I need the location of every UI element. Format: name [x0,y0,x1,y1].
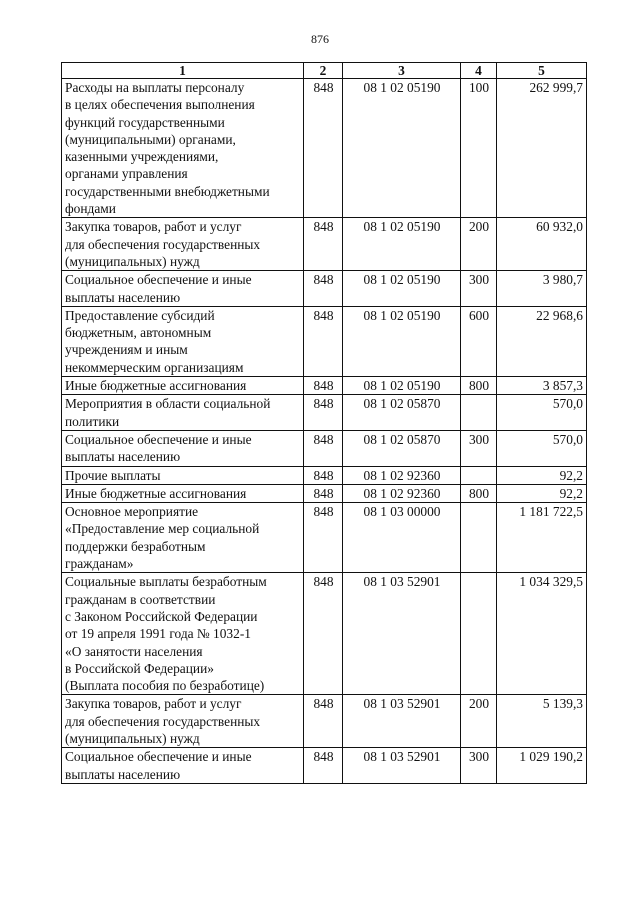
target-code-cell: 08 1 02 05190 [343,377,461,395]
ministry-code-cell: 848 [304,466,343,484]
table-row [62,218,587,271]
amount-cell: 1 181 722,5 [497,503,587,573]
expense-type-cell [461,573,497,695]
table-row [62,748,587,784]
ministry-code-cell: 848 [304,748,343,784]
row-name-cell: Прочие выплаты [62,466,304,484]
row-name-cell: Расходы на выплаты персоналу в целях обеспечения выполнения функций государственными (муниципальными) органами, казенными учреждениями, органами управления государственными внебюджетными фондами [62,79,304,218]
column-header-2: 2 [304,63,343,79]
table-row [62,484,587,502]
column-header-4: 4 [461,63,497,79]
row-name-cell: Социальные выплаты безработным гражданам в соответствии с Законом Российской Федерации от 19 апреля 1991 года № 1032-1 «О занятости населения в Российской Федерации» (Выплата пособия по безработице) [62,573,304,695]
amount-cell: 3 857,3 [497,377,587,395]
row-name-cell: Социальное обеспечение и иные выплаты населению [62,271,304,307]
ministry-code-cell: 848 [304,377,343,395]
row-name-cell: Иные бюджетные ассигнования [62,377,304,395]
amount-cell: 5 139,3 [497,695,587,748]
expense-type-cell: 300 [461,271,497,307]
amount-cell: 1 034 329,5 [497,573,587,695]
row-name-cell: Основное мероприятие «Предоставление мер социальной поддержки безработным гражданам» [62,503,304,573]
expense-type-cell [461,466,497,484]
column-header-1: 1 [62,63,304,79]
row-name-cell: Иные бюджетные ассигнования [62,484,304,502]
table-row [62,377,587,395]
target-code-cell: 08 1 03 52901 [343,695,461,748]
amount-cell: 3 980,7 [497,271,587,307]
target-code-cell: 08 1 03 00000 [343,503,461,573]
expense-type-cell [461,503,497,573]
expense-type-cell: 300 [461,748,497,784]
table-row [62,466,587,484]
ministry-code-cell: 848 [304,484,343,502]
amount-cell: 1 029 190,2 [497,748,587,784]
ministry-code-cell: 848 [304,695,343,748]
expense-type-cell: 800 [461,484,497,502]
target-code-cell: 08 1 02 05190 [343,79,461,218]
target-code-cell: 08 1 02 92360 [343,466,461,484]
row-name-cell: Социальное обеспечение и иные выплаты населению [62,430,304,466]
expense-type-cell: 300 [461,430,497,466]
ministry-code-cell: 848 [304,306,343,376]
target-code-cell: 08 1 03 52901 [343,748,461,784]
row-name-cell: Мероприятия в области социальной политики [62,395,304,431]
amount-cell: 262 999,7 [497,79,587,218]
ministry-code-cell: 848 [304,218,343,271]
table-row [62,79,587,218]
row-name-cell: Закупка товаров, работ и услуг для обеспечения государственных (муниципальных) нужд [62,695,304,748]
table-row [62,503,587,573]
amount-cell: 92,2 [497,466,587,484]
column-header-5: 5 [497,63,587,79]
row-name-cell: Закупка товаров, работ и услуг для обеспечения государственных (муниципальных) нужд [62,218,304,271]
table-row [62,271,587,307]
ministry-code-cell: 848 [304,395,343,431]
target-code-cell: 08 1 02 05190 [343,271,461,307]
expense-type-cell [461,395,497,431]
table-row [62,695,587,748]
table-row [62,430,587,466]
expense-type-cell: 600 [461,306,497,376]
amount-cell: 92,2 [497,484,587,502]
expense-type-cell: 800 [461,377,497,395]
table-row [62,573,587,695]
amount-cell: 570,0 [497,395,587,431]
page-number: 876 [311,32,329,46]
ministry-code-cell: 848 [304,271,343,307]
row-name-cell: Социальное обеспечение и иные выплаты населению [62,748,304,784]
ministry-code-cell: 848 [304,503,343,573]
target-code-cell: 08 1 02 05870 [343,430,461,466]
table-row [62,395,587,431]
budget-table [61,62,587,784]
row-name-cell: Предоставление субсидий бюджетным, автономным учреждениям и иным некоммерческим организациям [62,306,304,376]
amount-cell: 22 968,6 [497,306,587,376]
column-header-3: 3 [343,63,461,79]
table-row [62,306,587,376]
ministry-code-cell: 848 [304,79,343,218]
header-row [62,63,587,79]
target-code-cell: 08 1 02 92360 [343,484,461,502]
target-code-cell: 08 1 03 52901 [343,573,461,695]
ministry-code-cell: 848 [304,573,343,695]
target-code-cell: 08 1 02 05870 [343,395,461,431]
expense-type-cell: 200 [461,695,497,748]
ministry-code-cell: 848 [304,430,343,466]
amount-cell: 570,0 [497,430,587,466]
target-code-cell: 08 1 02 05190 [343,218,461,271]
target-code-cell: 08 1 02 05190 [343,306,461,376]
amount-cell: 60 932,0 [497,218,587,271]
expense-type-cell: 100 [461,79,497,218]
expense-type-cell: 200 [461,218,497,271]
